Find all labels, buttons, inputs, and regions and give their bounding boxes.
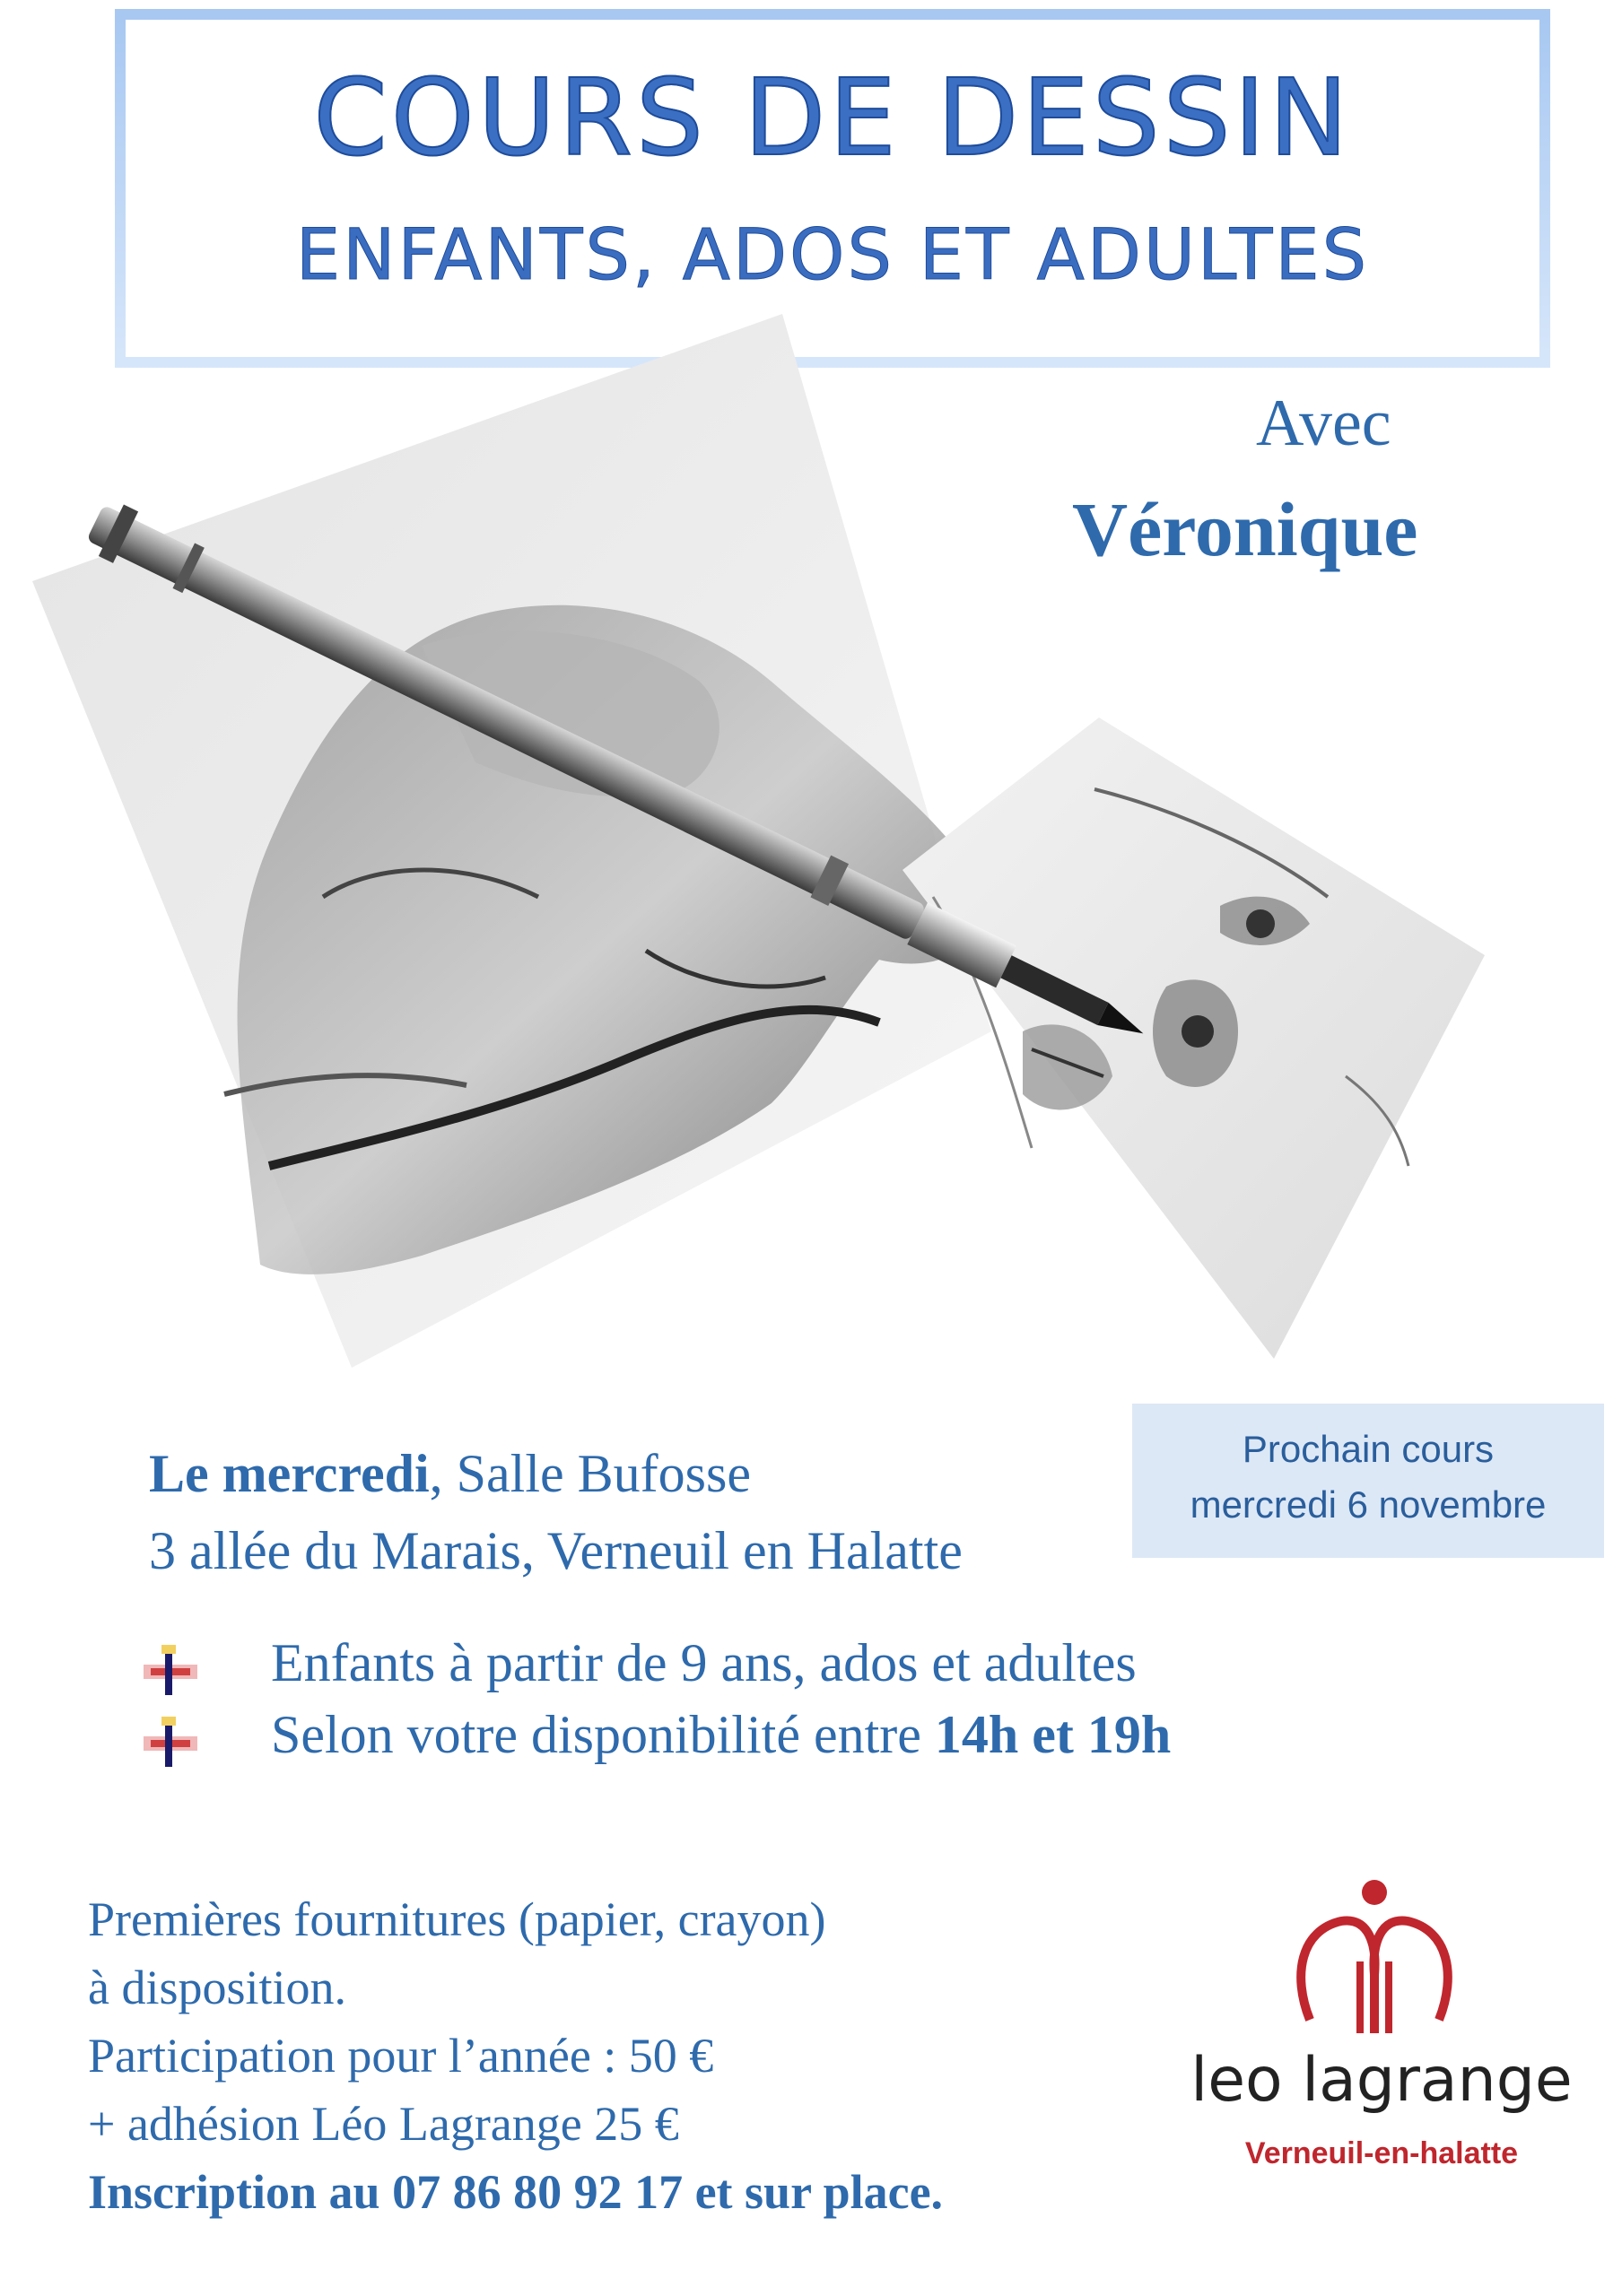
bullet-cross-icon (144, 1717, 197, 1767)
next-course-box (1132, 1404, 1604, 1558)
with-label: Avec (1256, 387, 1391, 460)
leo-lagrange-logo (1184, 1876, 1579, 2217)
bullet-age-text: Enfants à partir de 9 ans, ados et adultes (271, 1633, 1137, 1692)
face-sketch-paper (903, 718, 1485, 1359)
header-box (115, 9, 1550, 368)
teacher-name: Véronique (1072, 486, 1418, 572)
bullet-hours-range: 14h et 19h (934, 1705, 1172, 1764)
logo-name: leo lagrange (1190, 2045, 1573, 2116)
info-supplies: Premières fournitures (papier, crayon) (88, 1892, 826, 1946)
info-registration: Inscription au 07 86 80 92 17 et sur place. (88, 2165, 944, 2219)
info-membership: + adhésion Léo Lagrange 25 € (88, 2097, 679, 2151)
info-block (88, 1885, 943, 2226)
bullet-hours-prefix: Selon votre disponibilité entre (271, 1705, 935, 1764)
poster-title: COURS DE DESSIN (126, 56, 1539, 179)
bullet-hours-text (271, 1704, 1171, 1766)
poster-subtitle: ENFANTS, ADOS ET ADULTES (295, 215, 1370, 296)
hand-sketch-paper (32, 314, 991, 1368)
schedule (149, 1435, 963, 1589)
next-course-date: mercredi 6 novembre (1190, 1483, 1547, 1526)
course-address: 3 allée du Marais, Verneuil en Halatte (149, 1521, 963, 1580)
info-available: à disposition. (88, 1961, 347, 2014)
leo-lagrange-emblem-icon (1184, 1876, 1579, 2047)
info-fee: Participation pour l’année : 50 € (88, 2029, 714, 2083)
course-day: Le mercredi (149, 1444, 430, 1503)
course-place: , Salle Bufosse (429, 1444, 751, 1503)
bullet-cross-icon (144, 1645, 197, 1695)
logo-location: Verneuil-en-halatte (1244, 2136, 1519, 2170)
next-course-label: Prochain cours (1242, 1428, 1495, 1470)
pencil (83, 497, 1155, 1059)
